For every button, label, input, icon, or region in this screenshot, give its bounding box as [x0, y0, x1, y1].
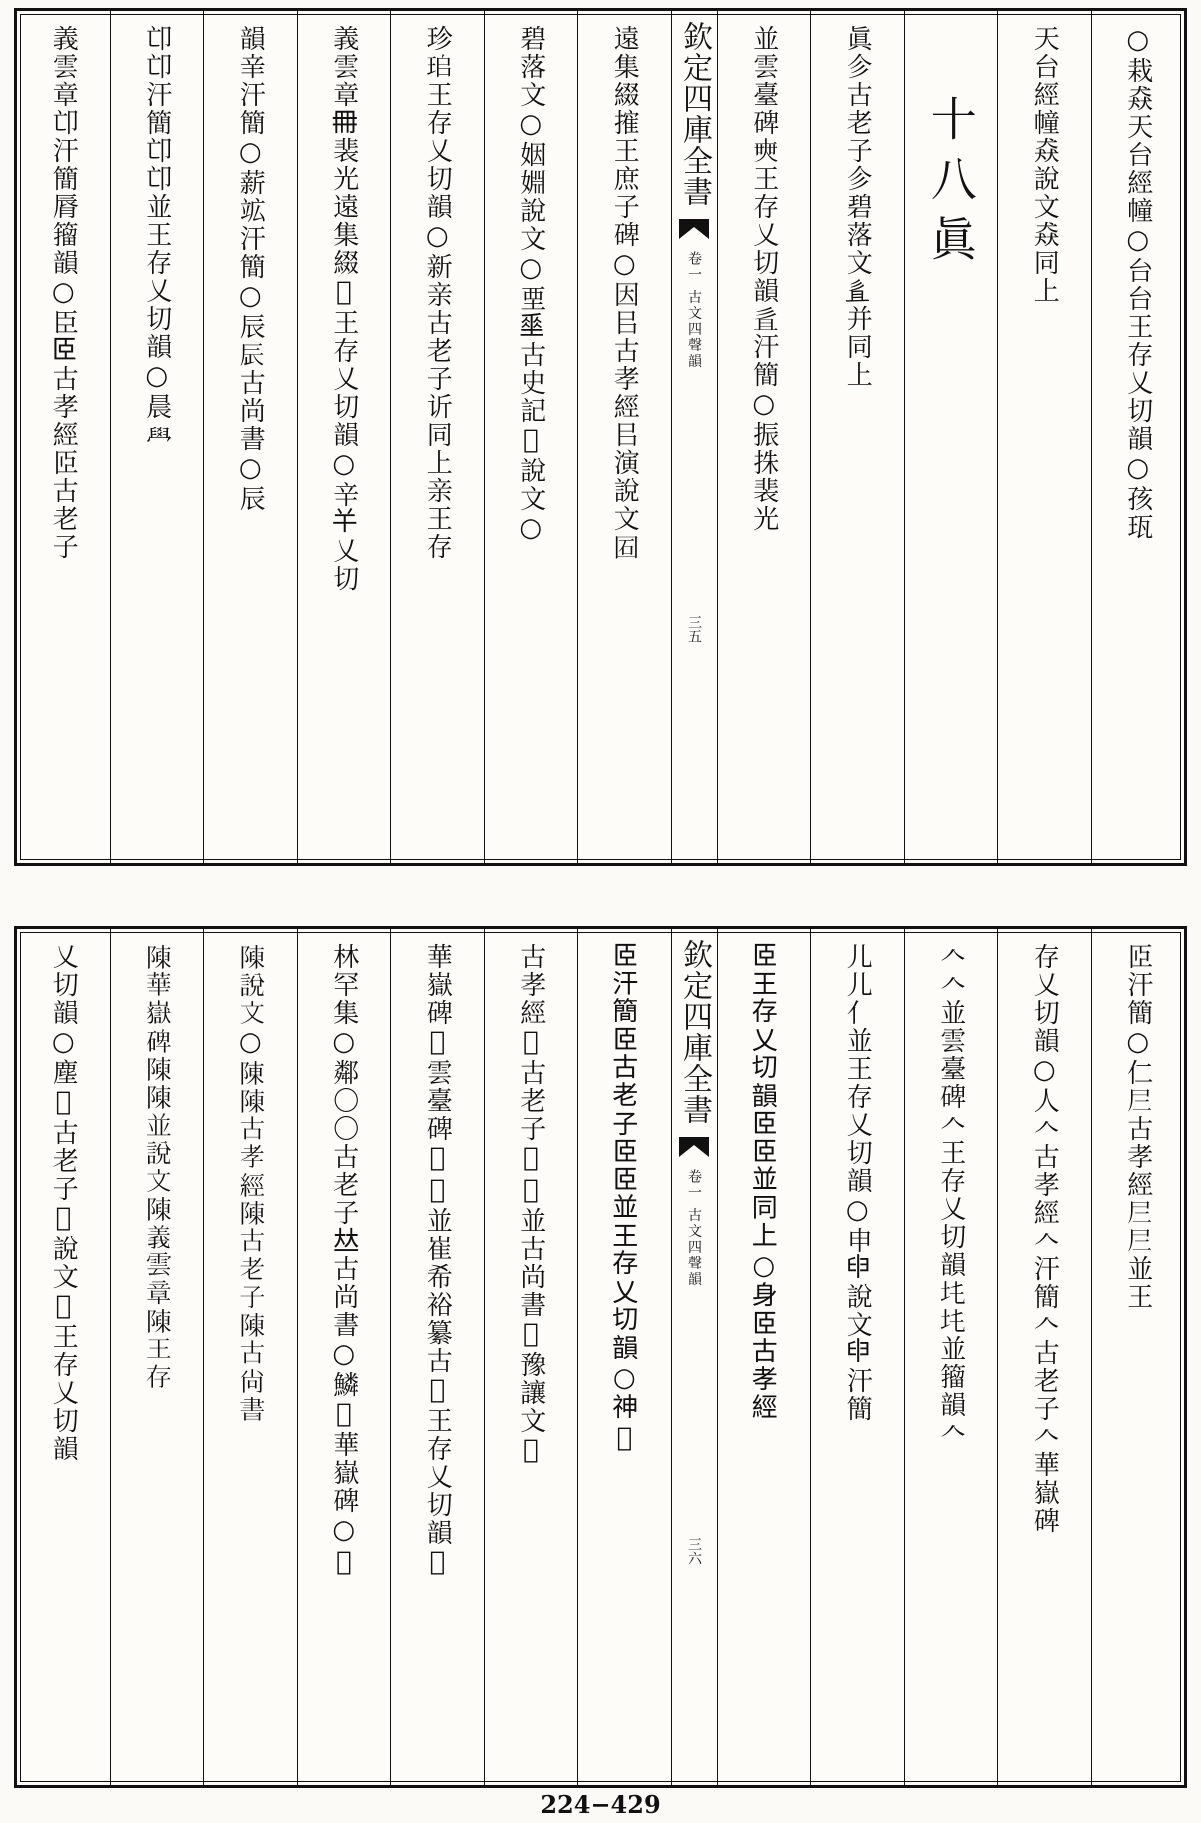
book-title: 欽定四庫全書 — [677, 939, 712, 1125]
column-text: 華嶽碑𥛭雲臺碑𥛭𥛭並崔希裕纂古𥛭王存乂切韻𨛏 — [422, 943, 453, 1579]
column-text: 碧落文○姻婣說文○垔𡍮古史記𡋂說文○ — [515, 25, 546, 545]
center-fold-column — [671, 929, 717, 1785]
text-column — [810, 929, 904, 1785]
column-text: 眞㐱古老子㐱碧落文𢒉并同上 — [842, 25, 873, 389]
page-number: 224−429 — [540, 1790, 661, 1819]
text-column — [997, 11, 1091, 863]
text-column — [17, 11, 110, 863]
text-column — [297, 929, 391, 1785]
book-title: 欽定四庫全書 — [677, 21, 712, 207]
column-text: ○栽猋天台經幢○台台王存乂切韻○孩珁 — [1122, 25, 1153, 541]
text-column — [1091, 929, 1185, 1785]
column-text: 並雲臺碑𡘲王存乂切韻𢒉汗簡○振㧣裴光 — [748, 25, 779, 533]
column-text: 義雲章𠕋裴光遠集綴𣂘王存乂切韻○辛𢆉乂切 — [328, 25, 359, 593]
text-column — [577, 929, 671, 1785]
column-text: 𠆢𠆢並雲臺碑𠆢王存乂切韻𡉒𡉒並籀韻𠆢 — [935, 943, 966, 1447]
fishtail-mark-icon — [679, 1137, 709, 1157]
column-text: 珍𤤷王存乂切韻○新亲古老子䜣同上亲王存 — [422, 25, 453, 561]
column-text: 𨻰說文○陳𨻰古孝經𨻰古老子𨻰古尚書 — [235, 943, 266, 1423]
rhyme-heading: 十八眞 — [923, 95, 978, 275]
volume-label: 卷一 古文四聲韻 — [686, 1169, 702, 1288]
text-column — [203, 929, 297, 1785]
text-column — [810, 11, 904, 863]
column-text: 林罕集○鄰〇〇古老子𠀤古尚書○鱗𩶍華嶽碑○𨜽 — [328, 943, 359, 1579]
column-text: 儿儿亻並王存乂切韻○申𦥔說文𦥔汗簡 — [842, 943, 873, 1423]
column-text: 韻𨐌汗簡○薪䇊汗簡○辰𨑃古尚書○辰 — [235, 25, 266, 513]
column-text: 天台經幢猋說文猋同上 — [1029, 25, 1060, 305]
folio-number: 三五 — [686, 615, 702, 643]
text-column — [1091, 11, 1185, 863]
text-column — [484, 11, 578, 863]
column-text: 𦣞王存乂切韻𦣞𦣞並同上○身𦣞古孝經 — [748, 943, 779, 1423]
text-column — [390, 11, 484, 863]
text-column — [717, 11, 811, 863]
text-column — [110, 929, 204, 1785]
column-text: 𨻰華嶽碑𨻰𨻰並說文𨻰義雲章𨻰王存 — [141, 943, 172, 1391]
text-column — [577, 11, 671, 863]
top-page — [14, 8, 1187, 866]
text-column — [717, 929, 811, 1785]
folio-number: 三六 — [686, 1537, 702, 1565]
text-column — [484, 929, 578, 1785]
text-column — [297, 11, 391, 863]
volume-label: 卷一 古文四聲韻 — [686, 251, 702, 370]
column-text: 𠨑𠨑汗簡𠨑𠨑並王存乂切韻○晨𦥯 — [141, 25, 172, 449]
column-text: 存乂切韻○人𠆢古孝經𠆢汗簡𠆢古老子𠆢華嶽碑 — [1029, 943, 1060, 1535]
bottom-page — [14, 926, 1187, 1788]
column-text: 遠集綴㩁王庶子碑○因㠯古孝經㠯演說文𡇈 — [609, 25, 640, 561]
column-text: 乂切韻○塵𡓗古老子𡓗說文𡓗王存乂切韻 — [48, 943, 79, 1463]
text-column — [390, 929, 484, 1785]
text-column — [110, 11, 204, 863]
column-text: 𦣞汗簡𦣞古老子𦣞𦣞並王存乂切韻○神𥛭 — [609, 943, 640, 1455]
column-text: 義雲章𠨑汗簡脣籀韻○臣𦣞古孝經𦣝古老子 — [48, 25, 79, 561]
rhyme-heading-column — [904, 11, 998, 863]
column-text: 古孝經𥛭古老子𥛭𥛭並古尚書𥛭豫讓文𥛭 — [515, 943, 546, 1467]
center-fold-column — [671, 11, 717, 863]
fishtail-mark-icon — [679, 219, 709, 239]
text-column — [997, 929, 1091, 1785]
text-column — [17, 929, 110, 1785]
text-column — [904, 929, 998, 1785]
column-text: 𦣝汗簡○仁𡰥古孝經𡰥𡰥並王 — [1122, 943, 1153, 1311]
text-column — [203, 11, 297, 863]
